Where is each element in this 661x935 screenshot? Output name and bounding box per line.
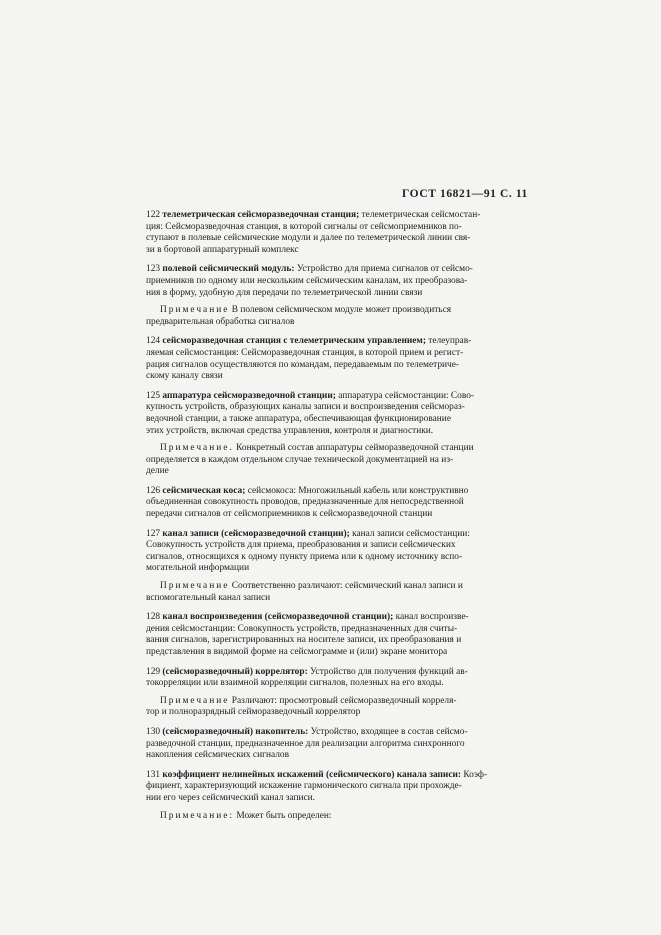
term-entry-128	[146, 612, 516, 658]
term-title: канал записи (сейсморазведочной станции);	[162, 528, 350, 539]
note-lead: Примечание	[160, 581, 230, 592]
term-definition: Коэф- фициент, характеризующий искажение гармонического сигнала при прохожде- нии его через сейсмический канал записи.	[146, 769, 488, 803]
note-lead: Примечание	[160, 695, 230, 706]
term-definition: аппаратура сейсмостанции: Сово- купность устройств, образующих каналы записи и воспроизведения сейсмораз- ведочной станции, а также аппаратура, обеспечивающая функционирование этих устройств, включая средства управления, контроля и диагностики.	[146, 390, 475, 436]
term-number: 127	[146, 528, 161, 539]
note-text: Соответственно различают: сейсмический канал записи и вспомогательный канал записи	[146, 581, 463, 603]
term-number: 124	[146, 336, 161, 347]
note-text: Конкретный состав аппаратуры сейморазведочной станции определяется в каждом отдельном случае технической документацией на из- делие	[146, 443, 474, 477]
term-definition: Устройство для приема сигналов от сейсмо- приемников по одному или нескольким сейсмическим каналам, их преобразова- ния в форму, удобную для передачи по телеметрической линии связи	[146, 264, 473, 298]
term-number: 126	[146, 485, 161, 496]
term-entry-129	[146, 667, 516, 690]
term-definition: Устройство, входящее в состав сейсмо- разведочной станции, предназначенное для реализации алгоритма синхронного накопления сейсмических сигналов	[146, 726, 468, 761]
note-lead: Примечание:	[160, 810, 235, 821]
term-entry-131	[146, 770, 516, 805]
term-definition: канал записи сейсмостанции: Совокупность устройств для приема, преобразования и записи сейсмических сигналов, относящихся к одному пункту приема или к одному источнику вспо- могательной информации	[146, 528, 470, 574]
note-131	[146, 811, 516, 823]
term-title: сейсморазведочная станция с телеметрическим управлением;	[162, 336, 426, 347]
term-definition: сейсмокоса: Многожильный кабель или конструктивно объединенная совокупность проводов, предназначенные для непосредственной передачи сигналов от сейсмоприемников к сейсморазведочной станции	[146, 485, 469, 520]
note-text: Различают: просмотровый сейсморазведочный корреля- тор и полноразрядный сейморазведочный коррелятор	[146, 695, 457, 718]
note-123	[146, 305, 516, 328]
term-title: полевой сейсмический модуль:	[162, 264, 295, 275]
note-text: В полевом сейсмическом модуле может производиться предварительная обработка сигналов	[146, 305, 452, 327]
term-definition: Устройство для получения функций ав- токорреляции или взаимной корреляции сигналов, полезных на его входы.	[146, 666, 468, 689]
term-entry-127	[146, 529, 516, 575]
term-number: 131	[146, 769, 161, 780]
term-entry-124	[146, 336, 516, 382]
term-title: (сейсморазведочный) коррелятор:	[162, 666, 308, 677]
term-number: 129	[146, 666, 161, 677]
term-definition: канал воспроизве- дения сейсмостанции: Совокупность устройств, предназначенных для считы- вания сигналов, зарегистрированных на носителе записи, их преобразования и представления в видимой форме на сейсмограмме и (или) экране монитора	[146, 612, 469, 657]
term-entry-123	[146, 264, 516, 299]
term-definition: телеметрическая сейсмостан- ция: Сейсморазведочная станция, в которой сигналы от сейсмоприемников по- ступают в полевые сейсмические модули и далее по телеметрической линии свя- зи в бортовой аппаратурный комплекс	[146, 210, 481, 255]
term-title: коэффициент нелинейных искажений (сейсмического) канала записи:	[162, 769, 462, 780]
term-definition: телеуправ- ляемая сейсмостанция: Сейсморазведочная станция, в которой прием и регист- рация сигналов осуществляются по командам, передаваемым по телеметриче- скому каналу связи	[146, 336, 472, 382]
document-body	[146, 210, 516, 822]
note-129	[146, 696, 516, 719]
note-125	[146, 443, 516, 478]
term-number: 128	[146, 612, 161, 623]
note-text: Может быть определен:	[234, 810, 332, 821]
term-entry-125	[146, 391, 516, 437]
note-lead: Примечание	[160, 305, 230, 316]
term-title: аппаратура сейсморазведочной станции;	[162, 390, 336, 401]
note-127	[146, 581, 516, 604]
term-entry-126	[146, 486, 516, 521]
term-entry-130	[146, 727, 516, 762]
page-header: ГОСТ 16821—91 С. 11	[402, 188, 528, 200]
term-title: канал воспроизведения (сейсморазведочной станции);	[162, 612, 394, 623]
term-number: 122	[146, 210, 161, 220]
term-number: 123	[146, 264, 161, 275]
term-number: 130	[146, 726, 161, 737]
term-entry-122	[146, 210, 516, 256]
term-title: (сейсморазведочный) накопитель:	[162, 726, 309, 737]
term-title: телеметрическая сейсморазведочная станция;	[162, 210, 360, 220]
note-lead: Примечание.	[160, 443, 234, 454]
term-number: 125	[146, 390, 161, 401]
term-title: сейсмическая коса;	[162, 485, 246, 496]
